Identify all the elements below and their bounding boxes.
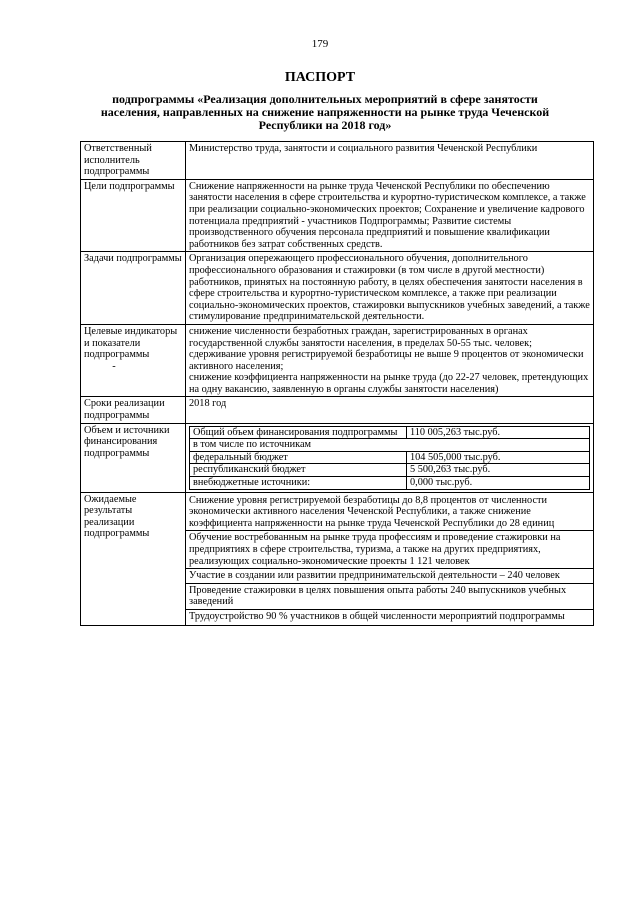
row-value: 2018 год	[186, 397, 594, 423]
passport-table	[80, 141, 594, 626]
indicator-line: сдерживание уровня регистрируемой безработицы не выше 9 процентов от экономически активного населения;	[189, 349, 584, 372]
row-label: Сроки реализации подпрограммы	[81, 397, 186, 423]
result-item: Снижение уровня регистрируемой безработицы до 8,8 процентов от численности экономически активного населения Чеченской Республики, а также снижение коэффициента напряженности на рынке труда Чеченской Республики до 28 единиц	[186, 494, 593, 532]
financing-table	[189, 426, 590, 490]
row-label-dash: -	[112, 360, 116, 372]
row-label-text: Целевые индикаторы и показатели подпрограммы	[84, 325, 178, 361]
table-row	[81, 423, 594, 492]
table-row	[81, 142, 594, 180]
row-value	[186, 324, 594, 397]
table-row	[81, 397, 594, 423]
source-name: федеральный бюджет	[190, 451, 407, 464]
results-cell	[186, 492, 594, 625]
financing-cell	[186, 423, 594, 492]
financing-total-row	[190, 426, 590, 439]
source-name: республиканский бюджет	[190, 464, 407, 477]
page-title: ПАСПОРТ	[284, 70, 356, 85]
table-row	[81, 179, 594, 252]
source-name: внебюджетные источники:	[190, 477, 407, 490]
row-label	[81, 324, 186, 397]
row-value: Снижение напряженности на рынке труда Чеченской Республики по обеспечению занятости населения в сфере строительства и курортно-туристическом комплексе, а также при реализации социально-экономических проектов; Сохранение и увеличение кадрового потенциала предприятий - участников Подпрограммы; Развитие системы производственного обучения персонала предприятий и повышение квалификации работников без затрат собственных средств.	[186, 179, 594, 252]
row-label: Ожидаемые результаты реализации подпрограммы	[81, 492, 186, 625]
source-value: 104 505,000 тыс.руб.	[407, 451, 590, 464]
indicator-line: снижение коэффициента напряженности на рынке труда (до 22-27 человек, претендующих на одну вакансию, заявленную в органы службы занятости населения)	[189, 372, 589, 395]
financing-source-row	[190, 451, 590, 464]
financing-sources-caption: в том числе по источникам	[190, 439, 590, 452]
financing-caption-row	[190, 439, 590, 452]
row-value: Министерство труда, занятости и социального развития Чеченской Республики	[186, 142, 594, 180]
financing-total-label: Общий объем финансирования подпрограммы	[190, 426, 407, 439]
financing-source-row	[190, 477, 590, 490]
source-value: 0,000 тыс.руб.	[407, 477, 590, 490]
table-row	[81, 252, 594, 325]
row-label: Объем и источники финансирования подпрограммы	[81, 423, 186, 492]
financing-source-row	[190, 464, 590, 477]
result-item: Участие в создании или развитии предпринимательской деятельности – 240 человек	[186, 569, 593, 584]
table-row	[81, 492, 594, 625]
row-label: Цели подпрограммы	[81, 179, 186, 252]
page-subtitle: подпрограммы «Реализация дополнительных мероприятий в сфере занятости населения, направленных на снижение напряженности на рынке труда Чеченской Республики на 2018 год»	[100, 92, 550, 132]
source-value: 5 500,263 тыс.руб.	[407, 464, 590, 477]
result-item: Обучение востребованным на рынке труда профессиям и проведение стажировки на предприятиях в сфере строительства, туризма, а также на других предприятиях, реализующих социально-экономические проекты 1 121 человек	[186, 531, 593, 569]
indicator-line: снижение численности безработных граждан, зарегистрированных в органах государственной службы занятости населения, в пределах 50-55 тыс. человек;	[189, 325, 532, 349]
page-number: 179	[311, 38, 329, 50]
row-label: Задачи подпрограммы	[81, 252, 186, 325]
row-label: Ответственный исполнитель подпрограммы	[81, 142, 186, 180]
result-item: Трудоустройство 90 % участников в общей численности мероприятий подпрограммы	[189, 610, 565, 622]
result-item: Проведение стажировки в целях повышения опыта работы 240 выпускников учебных заведений	[186, 584, 593, 610]
financing-total-value: 110 005,263 тыс.руб.	[407, 426, 590, 439]
table-row	[81, 324, 594, 397]
row-value: Организация опережающего профессионального обучения, дополнительного профессионального образования и стажировки (в том числе в другой местности) работников, принятых на постоянную работу, в целях обеспечения занятости населения в сфере строительства и курортно-туристическом комплексе, а также при реализации социально-экономических проектов, стажировки выпускников учебных заведений, а также стимулирование предпринимательской деятельности.	[186, 252, 594, 325]
